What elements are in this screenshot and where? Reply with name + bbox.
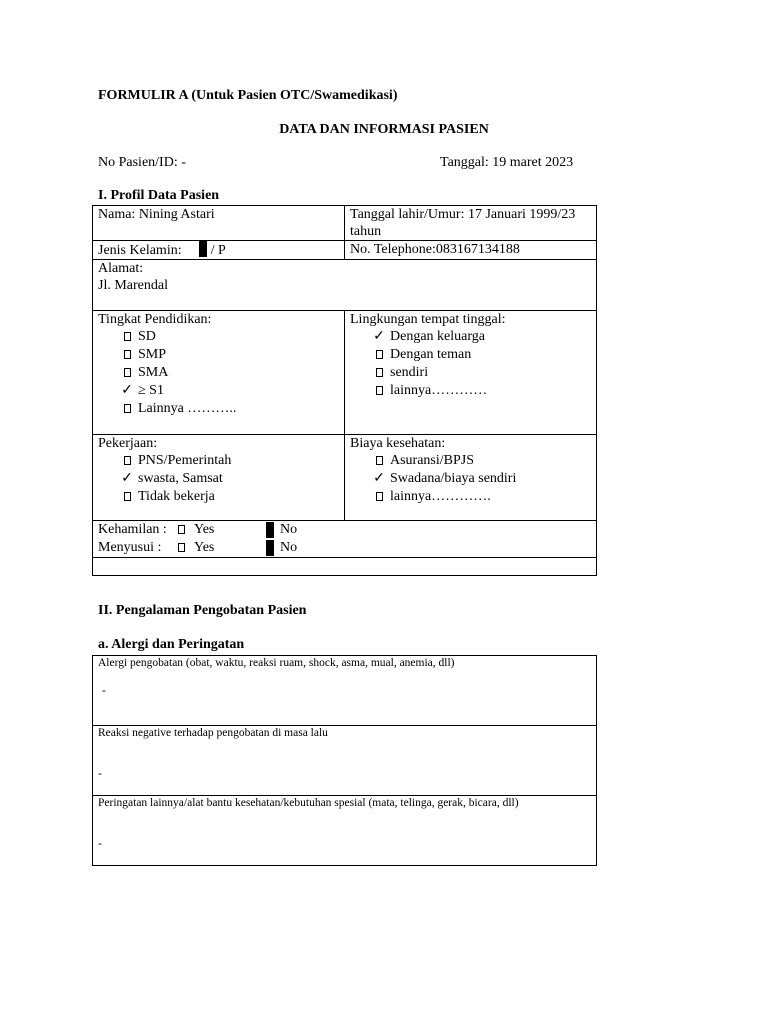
- education-label: Tingkat Pendidikan:: [98, 312, 212, 327]
- living-label: Lingkungan tempat tinggal:: [350, 312, 506, 327]
- living-options: [350, 328, 596, 400]
- living-option-label: Dengan keluarga: [390, 329, 485, 344]
- living-option: [350, 328, 596, 346]
- checkbox[interactable]: [372, 488, 386, 506]
- checkbox-icon[interactable]: [124, 368, 131, 377]
- negative-reaction-value: -: [98, 768, 102, 780]
- patient-name: Nama: Nining Astari: [98, 207, 215, 222]
- checkbox-icon[interactable]: [376, 368, 383, 377]
- cost-option-label: Asuransi/BPJS: [390, 453, 475, 468]
- pregnancy-cell: [93, 521, 597, 558]
- other-warnings-value: -: [98, 838, 102, 850]
- address-value: Jl. Marendal: [98, 278, 168, 293]
- checkbox[interactable]: [120, 452, 134, 470]
- negative-reaction-label: Reaksi negative terhadap pengobatan di masa lalu: [98, 727, 328, 739]
- cost-options: [350, 452, 596, 506]
- job-option: [98, 452, 344, 470]
- checkbox[interactable]: [372, 452, 386, 470]
- pregnancy-row: [98, 521, 596, 539]
- document-title: DATA DAN INFORMASI PASIEN: [279, 122, 489, 137]
- education-option-label: ≥ S1: [138, 383, 164, 398]
- checkbox[interactable]: [120, 400, 134, 418]
- allergy-table: [92, 655, 597, 866]
- pregnancy-yes-label: Yes: [194, 522, 215, 537]
- other-warnings-row: [93, 796, 597, 866]
- cost-label: Biaya kesehatan:: [350, 436, 446, 451]
- education-options: [98, 328, 344, 418]
- checkbox-icon[interactable]: [376, 456, 383, 465]
- cost-cell: [345, 435, 597, 521]
- cost-option-label: Swadana/biaya sendiri: [390, 471, 517, 486]
- allergy-label: Alergi pengobatan (obat, waktu, reaksi ruam, shock, asma, mual, anemia, dll): [98, 657, 455, 669]
- living-option-label: sendiri: [390, 365, 429, 380]
- cost-option: [350, 470, 596, 488]
- checkbox-icon[interactable]: [376, 386, 383, 395]
- living-option: [350, 364, 596, 382]
- checkbox-icon[interactable]: [376, 350, 383, 359]
- allergy-subheading: a. Alergi dan Peringatan: [98, 637, 245, 652]
- checkbox[interactable]: [120, 346, 134, 364]
- breastfeeding-no-label: No: [280, 540, 298, 555]
- checkbox[interactable]: [372, 364, 386, 382]
- phone-number: No. Telephone:083167134188: [350, 242, 520, 257]
- check-icon[interactable]: ✓: [121, 383, 133, 398]
- birth-date-age: Tanggal lahir/Umur: 17 Januari 1999/23 tahun: [350, 207, 576, 239]
- job-option: [98, 470, 344, 488]
- address-cell: [93, 260, 597, 311]
- check-icon[interactable]: ✓: [373, 471, 385, 486]
- checkbox-icon[interactable]: [124, 350, 131, 359]
- education-option-label: Lainnya ………..: [138, 401, 237, 416]
- education-option: [98, 364, 344, 382]
- pregnancy-label: Kehamilan :: [98, 522, 167, 537]
- checkbox-icon[interactable]: [376, 492, 383, 501]
- pregnancy-no-label: No: [280, 522, 298, 537]
- living-option-label: lainnya…………: [390, 383, 488, 398]
- living-option-label: Dengan teman: [390, 347, 472, 362]
- patient-id: No Pasien/ID: -: [98, 155, 186, 170]
- breastfeeding-yes-checkbox[interactable]: [178, 543, 185, 552]
- checkbox-icon[interactable]: [124, 492, 131, 501]
- form-date: Tanggal: 19 maret 2023: [440, 155, 574, 170]
- job-label: Pekerjaan:: [98, 436, 158, 451]
- job-option-label: swasta, Samsat: [138, 471, 223, 486]
- job-cell: [93, 435, 345, 521]
- living-option: [350, 346, 596, 364]
- check-icon[interactable]: ✓: [373, 329, 385, 344]
- living-option: [350, 382, 596, 400]
- job-options: [98, 452, 344, 506]
- job-option: [98, 488, 344, 506]
- job-option-label: PNS/Pemerintah: [138, 453, 232, 468]
- checkbox-icon[interactable]: [124, 332, 131, 341]
- cost-option-label: lainnya………….: [390, 489, 491, 504]
- education-option-label: SD: [138, 329, 156, 344]
- form-title: FORMULIR A (Untuk Pasien OTC/Swamedikasi): [98, 88, 398, 103]
- pregnancy-no-redaction: [266, 522, 274, 538]
- negative-reaction-row: [93, 726, 597, 796]
- living-cell: [345, 311, 597, 435]
- patient-profile-table: [92, 205, 597, 576]
- checkbox[interactable]: [120, 328, 134, 346]
- education-option: [98, 328, 344, 346]
- gender-redaction: [199, 241, 207, 257]
- check-icon[interactable]: ✓: [121, 471, 133, 486]
- gender-label: Jenis Kelamin:: [98, 243, 182, 258]
- job-option-label: Tidak bekerja: [138, 489, 215, 504]
- breastfeeding-row: [98, 539, 596, 557]
- phone-cell: [345, 241, 597, 260]
- breastfeeding-yes-label: Yes: [194, 540, 215, 555]
- education-option: [98, 382, 344, 400]
- checkbox[interactable]: [372, 346, 386, 364]
- address-label: Alamat:: [98, 261, 144, 276]
- breastfeeding-no-redaction: [266, 540, 274, 556]
- birth-cell: [345, 206, 597, 241]
- empty-row: [93, 558, 597, 576]
- education-option: [98, 346, 344, 364]
- checkbox[interactable]: [120, 364, 134, 382]
- cost-option: [350, 452, 596, 470]
- name-cell: [93, 206, 345, 241]
- checkbox[interactable]: [120, 488, 134, 506]
- cost-option: [350, 488, 596, 506]
- checkbox-icon[interactable]: [124, 456, 131, 465]
- pregnancy-yes-checkbox[interactable]: [178, 525, 185, 534]
- other-warnings-label: Peringatan lainnya/alat bantu kesehatan/kebutuhan spesial (mata, telinga, gerak, bicara, dll): [98, 797, 519, 809]
- gender-option: / P: [210, 243, 226, 258]
- education-option-label: SMA: [138, 365, 169, 380]
- education-option: [98, 400, 344, 418]
- checkbox[interactable]: [372, 382, 386, 400]
- section-2-heading: II. Pengalaman Pengobatan Pasien: [98, 603, 307, 618]
- education-option-label: SMP: [138, 347, 167, 362]
- section-1-heading: I. Profil Data Pasien: [98, 188, 220, 203]
- education-cell: [93, 311, 345, 435]
- breastfeeding-label: Menyusui :: [98, 540, 162, 555]
- checkbox-icon[interactable]: [124, 404, 131, 413]
- allergy-value: -: [102, 685, 106, 697]
- allergy-row: [93, 656, 597, 726]
- gender-cell: [93, 241, 345, 260]
